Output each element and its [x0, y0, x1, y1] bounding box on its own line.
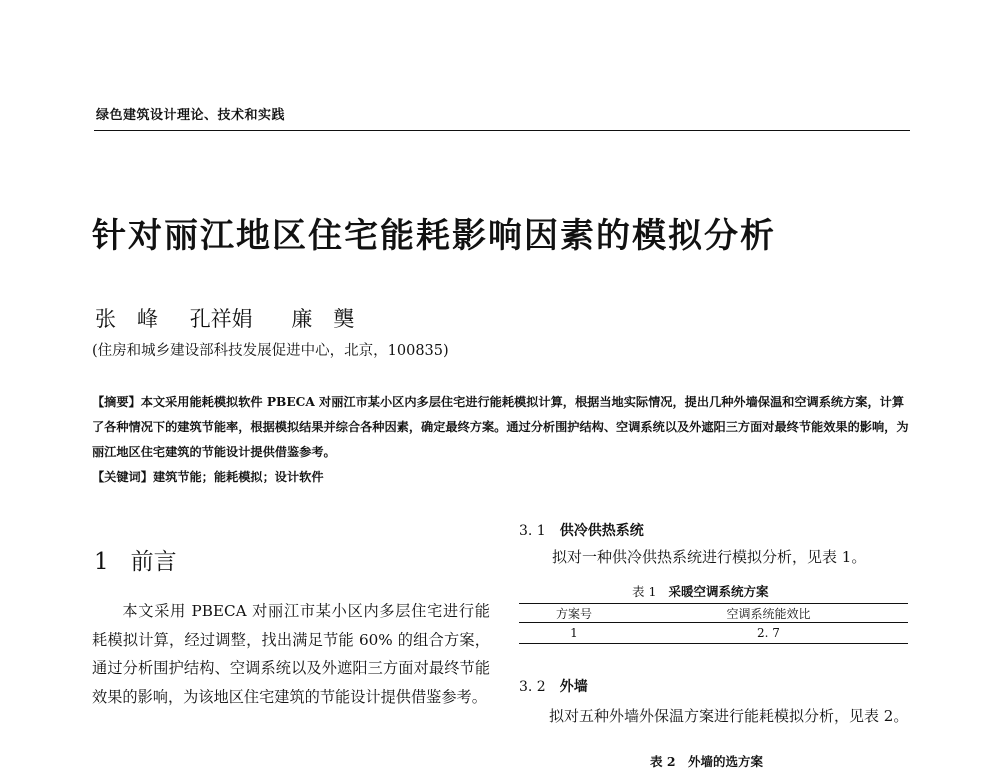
abstract-text: 本文采用能耗模拟软件 PBECA 对丽江市某小区内多层住宅进行能耗模拟计算，根据当地实际情况，提出几种外墙保温和空调系统方案，计算了各种情况下的建筑节能率，根据模拟结果并综合各种因素，确定最终方案。通过分析围护结构、空调系统以及外遮阳三方面对最终节能效果的影响，为丽江地区住宅建筑的节能设计提供借鉴参考。 — [92, 395, 909, 459]
header-divider — [94, 130, 910, 131]
table-1-label: 表 1 — [632, 584, 657, 599]
table-header-cell: 方案号 — [519, 604, 629, 623]
author-2: 孔祥娟 — [189, 307, 253, 331]
section-1-body: 本文采用 PBECA 对丽江市某小区内多层住宅进行能耗模拟计算，经过调整，找出满足节能 60% 的组合方案，通过分析围护结构、空调系统以及外遮阳三方面对最终节能效果的影响，为该地区住宅建筑的节能设计提供借鉴参考。 — [92, 602, 490, 706]
table-header-row — [519, 604, 908, 623]
keywords-paragraph — [92, 465, 912, 490]
section-1-heading — [94, 543, 177, 576]
table-cell: 1 — [519, 623, 629, 644]
article-title: 针对丽江地区住宅能耗影响因素的模拟分析 — [92, 216, 776, 256]
author-3: 廉 龑 — [291, 307, 355, 331]
section-3-1-heading — [519, 520, 644, 540]
section-3-2-body: 拟对五种外墙外保温方案进行能耗模拟分析，见表 2。 — [549, 707, 909, 725]
table-cell: 2. 7 — [629, 623, 908, 644]
table-1-title: 采暖空调系统方案 — [668, 584, 769, 599]
section-3-1-body: 拟对一种供冷供热系统进行模拟分析，见表 1。 — [552, 548, 867, 566]
keywords-label: 【关键词】 — [92, 470, 153, 484]
author-list — [95, 303, 354, 333]
section-1-number: 1 — [94, 549, 109, 575]
abstract-label: 【摘要】 — [92, 395, 141, 409]
section-3-2-title: 外墙 — [559, 679, 588, 695]
section-3-2-heading — [519, 676, 588, 696]
section-3-1-number: 3. 1 — [519, 523, 546, 539]
section-1-title: 前言 — [130, 549, 177, 575]
abstract-block — [92, 390, 912, 490]
table-header-cell: 空调系统能效比 — [629, 604, 908, 623]
abstract-paragraph — [92, 390, 912, 465]
section-3-2-number: 3. 2 — [519, 679, 546, 695]
table-2-caption: 表 2 外墙的选方案 — [650, 754, 764, 769]
table-row — [519, 623, 908, 644]
table-1 — [519, 603, 908, 644]
section-3-1-title: 供冷供热系统 — [559, 523, 644, 539]
author-affiliation: (住房和城乡建设部科技发展促进中心，北京，100835) — [92, 343, 449, 359]
author-1: 张 峰 — [95, 307, 158, 331]
running-header: 绿色建筑设计理论、技术和实践 — [96, 108, 286, 123]
keywords-text: 建筑节能；能耗模拟；设计软件 — [152, 470, 324, 484]
table-1-caption — [632, 582, 768, 600]
